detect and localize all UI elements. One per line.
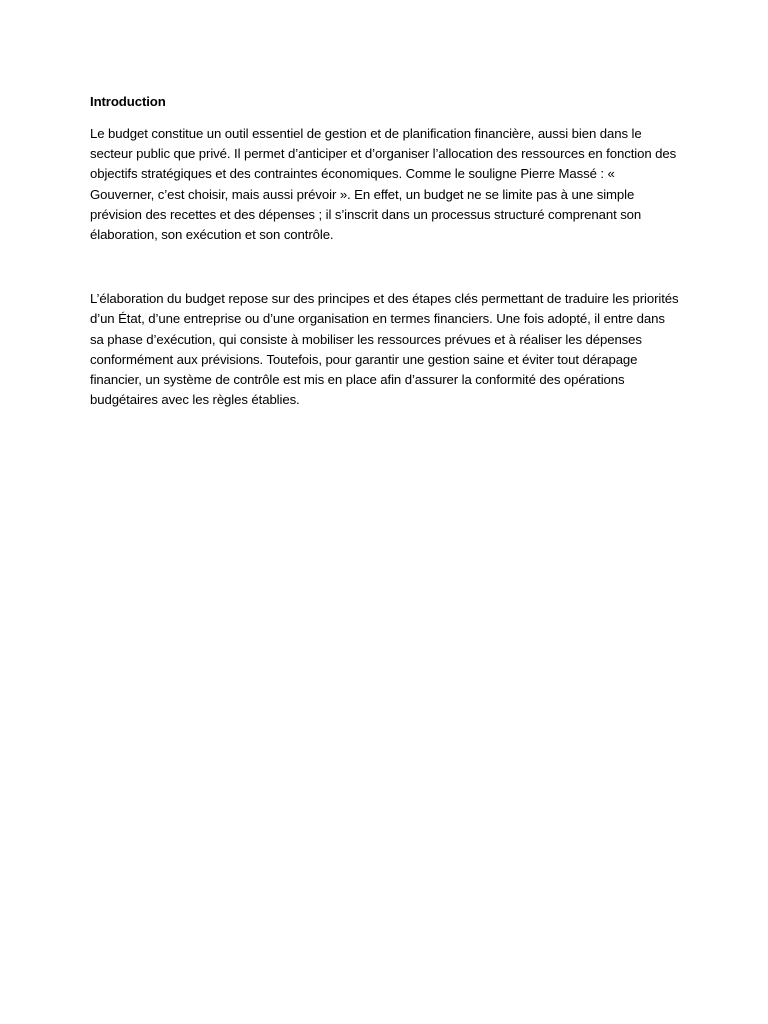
paragraph-budget-definition: Le budget constitue un outil essentiel de gestion et de planification financière, aussi bien dans le secteur public que privé. Il permet d’anticiper et d’organiser l’allocation des ressources en fonction des objectifs stratégiques et des contraintes économiques. Comme le souligne Pierre Massé : « Gouverner, c’est choisir, mais aussi prévoir ». En effet, un budget ne se limite pas à une simple prévision des recettes et des dépenses ; il s’inscrit dans un processus structuré comprenant son élaboration, son exécution et son contrôle.: [90, 126, 677, 243]
document-body: [90, 92, 680, 410]
section-heading: Introduction: [90, 94, 166, 109]
paragraph-budget-process: L’élaboration du budget repose sur des principes et des étapes clés permettant de traduire les priorités d’un État, d’une entreprise ou d’une organisation en termes financiers. Une fois adopté, il entre dans sa phase d’exécution, qui consiste à mobiliser les ressources prévues et à réaliser les dépenses conformément aux prévisions. Toutefois, pour garantir une gestion saine et éviter tout dérapage financier, un système de contrôle est mis en place afin d’assurer la conformité des opérations budgétaires avec les règles établies.: [90, 291, 679, 408]
